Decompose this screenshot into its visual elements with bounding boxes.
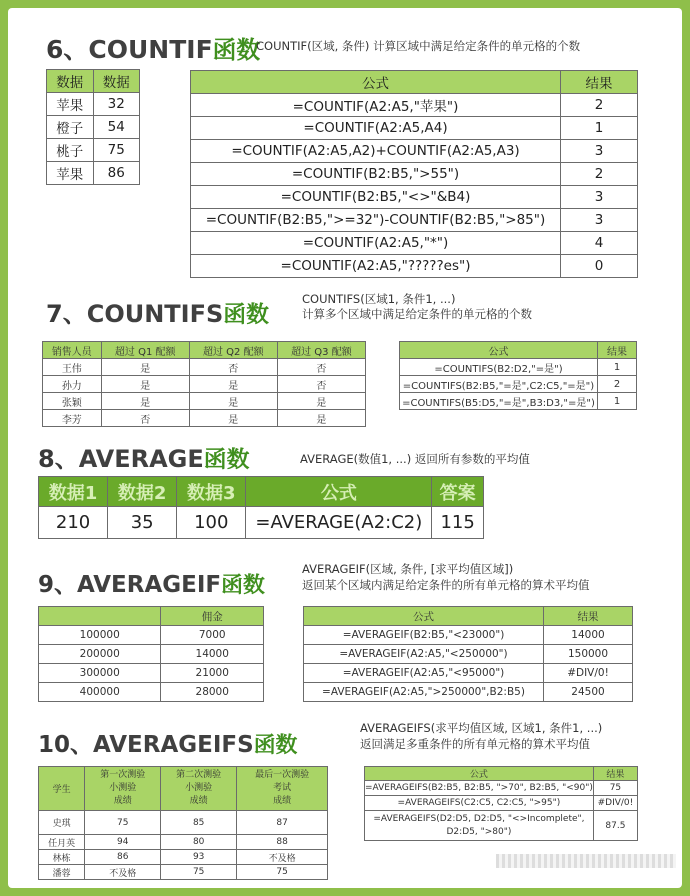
column-header: 超过 Q2 配额 (189, 342, 277, 359)
formula-cell: =COUNTIF(B2:B5,">=32")-COUNTIF(B2:B5,">85") (191, 209, 561, 232)
table-row (365, 796, 638, 811)
averageif-formula-table (303, 606, 633, 702)
table-row (47, 162, 140, 185)
result-cell: 115 (432, 507, 484, 539)
table-cell: 93 (161, 850, 237, 865)
section-7-function: COUNTIFS (86, 300, 224, 328)
table-row (400, 376, 637, 393)
column-header: 佣金 (161, 607, 264, 626)
table-row (43, 393, 366, 410)
result-cell: 75 (593, 781, 637, 796)
table-cell: 是 (189, 376, 277, 393)
column-header: 第二次测验 小测验 成绩 (161, 767, 237, 811)
table-row (304, 626, 633, 645)
column-header: 超过 Q3 配额 (277, 342, 365, 359)
table-cell: 200000 (39, 645, 161, 664)
section-10-function: AVERAGEIFS (93, 732, 254, 758)
table-row (39, 865, 328, 880)
table-cell: 86 (85, 850, 161, 865)
table-header-row (47, 70, 140, 93)
column-header: 学生 (39, 767, 85, 811)
formula-cell: =AVERAGEIF(A2:A5,"<250000") (304, 645, 544, 664)
table-cell: 21000 (161, 664, 264, 683)
table-cell: 75 (161, 865, 237, 880)
table-cell: 是 (277, 393, 365, 410)
section-9-title (38, 566, 265, 599)
table-cell: 橙子 (47, 116, 94, 139)
formula-cell: =COUNTIFS(B5:D5,"=是",B3:D3,"=是") (400, 393, 598, 410)
column-header: 第一次测验 小测验 成绩 (85, 767, 161, 811)
table-cell: 85 (161, 811, 237, 835)
result-cell: 3 (561, 209, 638, 232)
section-9-description-2: 返回某个区域内满足给定条件的所有单元格的算术平均值 (302, 578, 590, 592)
table-row (43, 410, 366, 427)
result-cell: 3 (561, 186, 638, 209)
table-cell: 80 (161, 835, 237, 850)
column-header: 最后一次测验 考试 成绩 (237, 767, 328, 811)
table-cell: 100 (177, 507, 246, 539)
section-10-description-2: 返回满足多重条件的所有单元格的算术平均值 (360, 737, 590, 751)
table-cell: 潘蓉 (39, 865, 85, 880)
table-cell: 不及格 (85, 865, 161, 880)
table-row (400, 393, 637, 410)
table-cell: 87 (237, 811, 328, 835)
table-cell: 王伟 (43, 359, 102, 376)
watermark-bar (496, 854, 676, 868)
table-row (47, 139, 140, 162)
section-10-description-1: AVERAGEIFS(求平均值区域, 区域1, 条件1, ...) (360, 721, 603, 735)
table-row (365, 781, 638, 796)
formula-cell: =COUNTIF(A2:A5,A2)+COUNTIF(A2:A5,A3) (191, 140, 561, 163)
column-header: 超过 Q1 配额 (101, 342, 189, 359)
section-8-han: 函数 (203, 447, 250, 473)
section-7-description-1: COUNTIFS(区域1, 条件1, ...) (302, 292, 456, 306)
table-row (39, 811, 328, 835)
column-header: 公式 (304, 607, 544, 626)
table-cell: 是 (189, 393, 277, 410)
formula-cell: =COUNTIFS(B2:B5,"=是",C2:C5,"=是") (400, 376, 598, 393)
section-9-number: 9、 (38, 572, 78, 598)
table-row (39, 507, 484, 539)
section-9-han: 函数 (221, 573, 265, 598)
table-cell: 86 (93, 162, 140, 185)
table-header-row (365, 767, 638, 781)
table-cell: 32 (93, 93, 140, 116)
table-cell: 桃子 (47, 139, 94, 162)
table-row (400, 359, 637, 376)
result-cell: 14000 (544, 626, 633, 645)
table-header-row (43, 342, 366, 359)
table-row (191, 140, 638, 163)
table-header-row (39, 477, 484, 507)
column-header: 销售人员 (43, 342, 102, 359)
table-cell: 14000 (161, 645, 264, 664)
averageif-data-table (38, 606, 264, 702)
formula-cell: =COUNTIF(A2:A5,A4) (191, 117, 561, 140)
section-6-title (46, 30, 260, 66)
averageifs-formula-table (364, 766, 638, 841)
section-8-function: AVERAGE (78, 445, 204, 473)
table-header-row (191, 71, 638, 94)
result-cell: 0 (561, 255, 638, 278)
result-cell: 1 (561, 117, 638, 140)
table-row (39, 645, 264, 664)
column-header: 结果 (593, 767, 637, 781)
column-header: 结果 (561, 71, 638, 94)
result-cell: 150000 (544, 645, 633, 664)
formula-cell: =AVERAGEIFS(D2:D5, D2:D5, "<>Incomplete", D2:D5, ">80") (365, 811, 594, 841)
table-row (304, 645, 633, 664)
table-row (43, 376, 366, 393)
table-cell: 是 (101, 393, 189, 410)
result-cell: 1 (598, 359, 637, 376)
formula-cell: =COUNTIF(A2:A5,"?????es") (191, 255, 561, 278)
column-header: 结果 (598, 342, 637, 359)
countifs-formula-table (399, 341, 637, 410)
table-cell: 是 (189, 410, 277, 427)
table-header-row (304, 607, 633, 626)
column-header: 公式 (365, 767, 594, 781)
column-header: 数据 (47, 70, 94, 93)
result-cell: 1 (598, 393, 637, 410)
table-cell: 210 (39, 507, 108, 539)
table-row (191, 232, 638, 255)
section-9-description-1: AVERAGEIF(区域, 条件, [求平均值区域]) (302, 562, 514, 576)
result-cell: 4 (561, 232, 638, 255)
formula-cell: =AVERAGE(A2:C2) (246, 507, 432, 539)
table-cell: 94 (85, 835, 161, 850)
table-cell: 75 (93, 139, 140, 162)
table-cell: 28000 (161, 683, 264, 702)
column-header: 答案 (432, 477, 484, 507)
table-cell: 史琪 (39, 811, 85, 835)
table-row (47, 116, 140, 139)
section-8-number: 8、 (38, 445, 79, 473)
table-header-row (39, 607, 264, 626)
countifs-data-table (42, 341, 366, 427)
column-header (39, 607, 161, 626)
result-cell: 3 (561, 140, 638, 163)
table-header-row (400, 342, 637, 359)
table-cell: 否 (277, 376, 365, 393)
table-cell: 否 (277, 359, 365, 376)
table-row (191, 117, 638, 140)
table-cell: 88 (237, 835, 328, 850)
table-cell: 100000 (39, 626, 161, 645)
table-cell: 任月英 (39, 835, 85, 850)
result-cell: 2 (561, 94, 638, 117)
table-cell: 7000 (161, 626, 264, 645)
table-cell: 李芳 (43, 410, 102, 427)
formula-cell: =COUNTIFS(B2:D2,"=是") (400, 359, 598, 376)
table-cell: 否 (189, 359, 277, 376)
table-row (39, 835, 328, 850)
column-header: 结果 (544, 607, 633, 626)
section-10-number: 10、 (38, 732, 94, 758)
table-cell: 苹果 (47, 162, 94, 185)
result-cell: 2 (598, 376, 637, 393)
section-6-number: 6、 (46, 35, 89, 64)
table-row (304, 664, 633, 683)
formula-cell: =COUNTIF(B2:B5,">55") (191, 163, 561, 186)
formula-cell: =COUNTIF(B2:B5,"<>"&B4) (191, 186, 561, 209)
column-header: 数据 (93, 70, 140, 93)
countif-data-table (46, 69, 140, 185)
table-row (39, 664, 264, 683)
formula-cell: =AVERAGEIFS(C2:C5, C2:C5, ">95") (365, 796, 594, 811)
section-8-title (38, 439, 249, 474)
result-cell: #DIV/0! (593, 796, 637, 811)
section-10-title (38, 726, 297, 759)
table-row (191, 209, 638, 232)
column-header: 数据1 (39, 477, 108, 507)
table-cell: 苹果 (47, 93, 94, 116)
table-cell: 不及格 (237, 850, 328, 865)
column-header: 数据2 (108, 477, 177, 507)
section-7-description-2: 计算多个区域中满足给定条件的单元格的个数 (302, 307, 532, 321)
table-row (191, 186, 638, 209)
formula-cell: =COUNTIF(A2:A5,"苹果") (191, 94, 561, 117)
table-row (47, 93, 140, 116)
column-header: 数据3 (177, 477, 246, 507)
table-cell: 孙力 (43, 376, 102, 393)
formula-cell: =COUNTIF(A2:A5,"*") (191, 232, 561, 255)
table-cell: 张颖 (43, 393, 102, 410)
table-cell: 75 (85, 811, 161, 835)
table-row (365, 811, 638, 841)
section-7-han: 函数 (223, 302, 269, 328)
section-6-han: 函数 (212, 36, 261, 64)
table-cell: 300000 (39, 664, 161, 683)
table-cell: 是 (277, 410, 365, 427)
table-row (43, 359, 366, 376)
section-7-number: 7、 (46, 300, 87, 328)
column-header: 公式 (191, 71, 561, 94)
table-cell: 是 (101, 359, 189, 376)
table-cell: 400000 (39, 683, 161, 702)
section-8-description: AVERAGE(数值1, ...) 返回所有参数的平均值 (300, 452, 530, 466)
result-cell: 24500 (544, 683, 633, 702)
table-row (191, 163, 638, 186)
table-row (39, 683, 264, 702)
column-header: 公式 (400, 342, 598, 359)
result-cell: 87.5 (593, 811, 637, 841)
table-cell: 是 (101, 376, 189, 393)
formula-cell: =AVERAGEIF(A2:A5,">250000",B2:B5) (304, 683, 544, 702)
formula-cell: =AVERAGEIF(A2:A5,"<95000") (304, 664, 544, 683)
table-row (191, 255, 638, 278)
table-cell: 否 (101, 410, 189, 427)
table-cell: 54 (93, 116, 140, 139)
section-10-han: 函数 (253, 733, 298, 758)
section-9-function: AVERAGEIF (77, 572, 222, 598)
section-7-title (46, 294, 269, 329)
result-cell: 2 (561, 163, 638, 186)
table-cell: 林栋 (39, 850, 85, 865)
countif-formula-table (190, 70, 638, 278)
table-row (39, 850, 328, 865)
table-row (39, 626, 264, 645)
table-header-row (39, 767, 328, 811)
section-6-function: COUNTIF (88, 35, 213, 64)
result-cell: #DIV/0! (544, 664, 633, 683)
table-row (304, 683, 633, 702)
averageifs-data-table (38, 766, 328, 880)
column-header: 公式 (246, 477, 432, 507)
section-6-description: COUNTIF(区域, 条件) 计算区域中满足给定条件的单元格的个数 (256, 39, 581, 53)
table-cell: 35 (108, 507, 177, 539)
table-row (191, 94, 638, 117)
formula-cell: =AVERAGEIFS(B2:B5, B2:B5, ">70", B2:B5, "<90") (365, 781, 594, 796)
formula-cell: =AVERAGEIF(B2:B5,"<23000") (304, 626, 544, 645)
page (8, 8, 682, 888)
table-cell: 75 (237, 865, 328, 880)
average-table (38, 476, 484, 539)
